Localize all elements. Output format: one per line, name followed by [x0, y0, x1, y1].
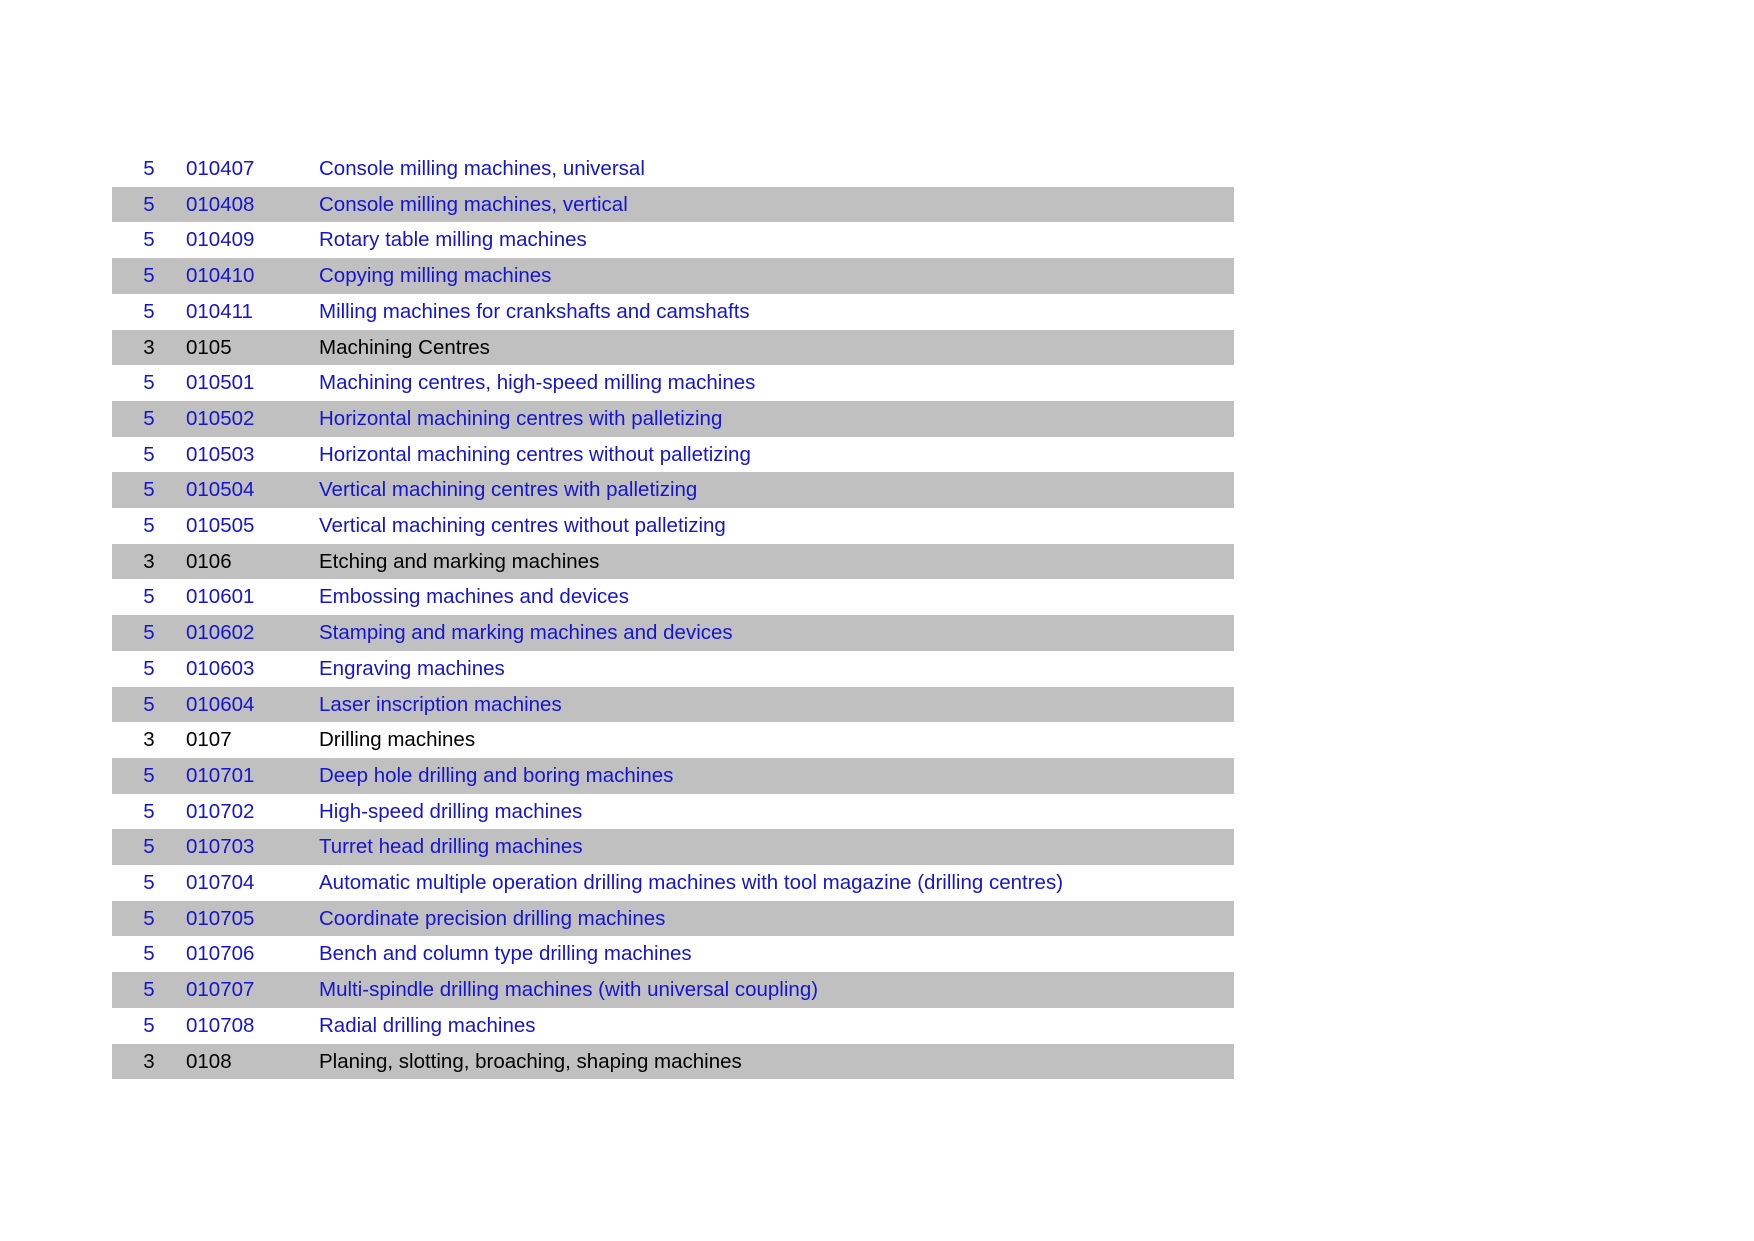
level-cell: 3: [112, 1044, 186, 1080]
code-cell[interactable]: 010704: [186, 871, 255, 895]
level-cell[interactable]: 5: [112, 187, 186, 223]
level-cell[interactable]: 5: [143, 942, 155, 966]
description-cell[interactable]: Bench and column type drilling machines: [319, 942, 692, 966]
level-cell[interactable]: 5: [143, 585, 155, 609]
code-cell: 0105: [186, 330, 319, 366]
level-cell[interactable]: 5: [143, 371, 155, 395]
table-row[interactable]: [112, 865, 1234, 901]
level-cell[interactable]: 5: [112, 758, 186, 794]
level-cell: 3: [143, 728, 155, 752]
description-cell: Machining Centres: [319, 330, 1234, 366]
code-cell[interactable]: 010408: [186, 187, 319, 223]
description-cell: Etching and marking machines: [319, 544, 1234, 580]
code-cell[interactable]: 010708: [186, 1013, 255, 1037]
code-cell[interactable]: 010703: [186, 829, 319, 865]
table-row[interactable]: [112, 615, 1234, 651]
table-row[interactable]: [112, 258, 1234, 294]
description-cell: Drilling machines: [319, 728, 476, 752]
description-cell[interactable]: Coordinate precision drilling machines: [319, 901, 1234, 937]
code-cell[interactable]: 010603: [186, 656, 255, 680]
code-cell[interactable]: 010503: [186, 442, 255, 466]
description-cell[interactable]: Horizontal machining centres with palletizing: [319, 401, 1234, 437]
description-cell[interactable]: Deep hole drilling and boring machines: [319, 758, 1234, 794]
table-row[interactable]: [112, 401, 1234, 437]
description-cell[interactable]: Vertical machining centres without palletizing: [319, 514, 726, 538]
description-cell[interactable]: Laser inscription machines: [319, 687, 1234, 723]
table-row[interactable]: [112, 187, 1234, 223]
code-cell[interactable]: 010505: [186, 514, 255, 538]
code-cell[interactable]: 010705: [186, 901, 319, 937]
description-cell[interactable]: Embossing machines and devices: [319, 585, 629, 609]
code-cell[interactable]: 010411: [186, 299, 253, 323]
description-cell[interactable]: Console milling machines, vertical: [319, 187, 1234, 223]
description-cell[interactable]: Radial drilling machines: [319, 1013, 536, 1037]
table-body: [112, 151, 1234, 1079]
level-cell[interactable]: 5: [112, 401, 186, 437]
level-cell[interactable]: 5: [143, 656, 155, 680]
level-cell[interactable]: 5: [112, 687, 186, 723]
code-cell[interactable]: 010707: [186, 972, 319, 1008]
table-row[interactable]: [112, 901, 1234, 937]
level-cell[interactable]: 5: [143, 514, 155, 538]
category-heading-row: [112, 1044, 1234, 1080]
level-cell[interactable]: 5: [112, 972, 186, 1008]
table-row[interactable]: [112, 687, 1234, 723]
code-cell: 0108: [186, 1044, 319, 1080]
code-cell: 0106: [186, 544, 319, 580]
description-cell[interactable]: Milling machines for crankshafts and camshafts: [319, 299, 750, 323]
table-row[interactable]: [112, 794, 1234, 830]
table-row[interactable]: [112, 151, 1234, 187]
level-cell[interactable]: 5: [112, 615, 186, 651]
level-cell[interactable]: 5: [112, 258, 186, 294]
table-row[interactable]: [112, 437, 1234, 473]
description-cell[interactable]: Automatic multiple operation drilling machines with tool magazine (drilling centres): [319, 871, 1064, 895]
code-cell[interactable]: 010604: [186, 687, 319, 723]
description-cell[interactable]: Engraving machines: [319, 656, 505, 680]
table-row[interactable]: [112, 365, 1234, 401]
description-cell[interactable]: Console milling machines, universal: [319, 157, 645, 180]
category-heading-row: [112, 722, 1234, 758]
table-row[interactable]: [112, 472, 1234, 508]
code-cell[interactable]: 010502: [186, 401, 319, 437]
description-cell[interactable]: Horizontal machining centres without palletizing: [319, 442, 751, 466]
level-cell[interactable]: 5: [112, 901, 186, 937]
code-cell[interactable]: 010409: [186, 228, 255, 252]
description-cell[interactable]: Machining centres, high-speed milling machines: [319, 371, 756, 395]
description-cell[interactable]: Multi-spindle drilling machines (with universal coupling): [319, 972, 1234, 1008]
code-cell[interactable]: 010601: [186, 585, 255, 609]
level-cell[interactable]: 5: [112, 829, 186, 865]
level-cell[interactable]: 5: [143, 157, 155, 180]
code-cell[interactable]: 010501: [186, 371, 255, 395]
level-cell: 3: [112, 330, 186, 366]
description-cell[interactable]: Stamping and marking machines and devices: [319, 615, 1234, 651]
level-cell[interactable]: 5: [143, 442, 155, 466]
code-cell[interactable]: 010702: [186, 799, 255, 823]
code-cell[interactable]: 010701: [186, 758, 319, 794]
level-cell[interactable]: 5: [143, 799, 155, 823]
description-cell[interactable]: Rotary table milling machines: [319, 228, 587, 252]
level-cell[interactable]: 5: [143, 299, 155, 323]
table-row[interactable]: [112, 1008, 1234, 1044]
table-row[interactable]: [112, 758, 1234, 794]
code-cell[interactable]: 010706: [186, 942, 255, 966]
code-cell[interactable]: 010602: [186, 615, 319, 651]
category-heading-row: [112, 544, 1234, 580]
category-heading-row: [112, 330, 1234, 366]
description-cell: Planing, slotting, broaching, shaping machines: [319, 1044, 1234, 1080]
table-row[interactable]: [112, 829, 1234, 865]
level-cell[interactable]: 5: [143, 1013, 155, 1037]
code-cell[interactable]: 010410: [186, 258, 319, 294]
description-cell[interactable]: Vertical machining centres with palletizing: [319, 472, 1234, 508]
table-row[interactable]: [112, 972, 1234, 1008]
description-cell[interactable]: Copying milling machines: [319, 258, 1234, 294]
table-row[interactable]: [112, 222, 1234, 258]
table-row[interactable]: [112, 579, 1234, 615]
table-row[interactable]: [112, 508, 1234, 544]
code-cell[interactable]: 010407: [186, 157, 255, 180]
code-cell[interactable]: 010504: [186, 472, 319, 508]
table-row[interactable]: [112, 936, 1234, 972]
code-cell: 0107: [186, 728, 232, 752]
table-row[interactable]: [112, 651, 1234, 687]
table-row[interactable]: [112, 294, 1234, 330]
description-cell[interactable]: High-speed drilling machines: [319, 799, 583, 823]
level-cell[interactable]: 5: [143, 228, 155, 252]
description-cell[interactable]: Turret head drilling machines: [319, 829, 1234, 865]
level-cell[interactable]: 5: [112, 472, 186, 508]
level-cell: 3: [112, 544, 186, 580]
classification-table: [112, 151, 1234, 1079]
level-cell[interactable]: 5: [143, 871, 155, 895]
